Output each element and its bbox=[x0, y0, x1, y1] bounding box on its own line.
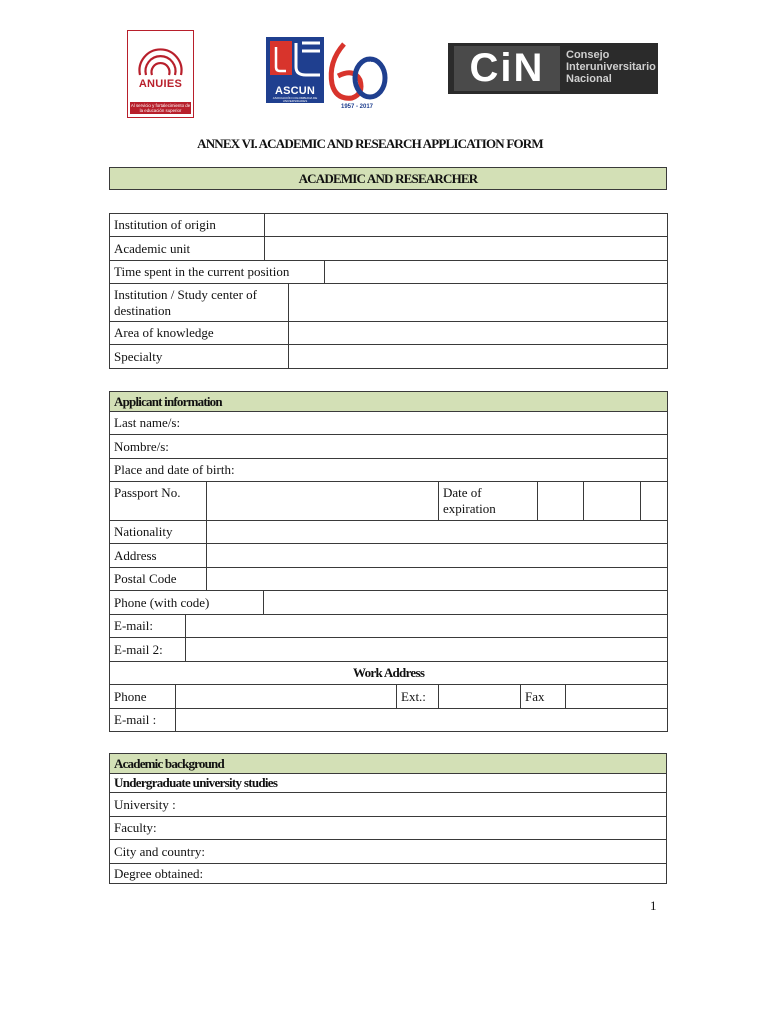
cin-line3: Nacional bbox=[566, 73, 612, 85]
phone-with-code-label: Phone (with code) bbox=[110, 591, 264, 615]
ascun-subtitle: ASOCIACIÓN COLOMBIANA DE UNIVERSIDADES bbox=[272, 96, 318, 103]
email2-label: E-mail 2: bbox=[110, 638, 186, 662]
academic-unit-field[interactable] bbox=[265, 237, 668, 261]
specialty-field[interactable] bbox=[289, 345, 668, 369]
work-email-label: E-mail : bbox=[110, 709, 176, 732]
degree-obtained-field[interactable]: Degree obtained: bbox=[110, 864, 667, 884]
institution-table bbox=[109, 213, 668, 369]
expiration-day-field[interactable] bbox=[538, 482, 584, 521]
postal-code-field[interactable] bbox=[207, 568, 668, 591]
ascun-emblem-icon bbox=[266, 37, 324, 85]
address-label: Address bbox=[110, 544, 207, 568]
institution-of-origin-field[interactable] bbox=[265, 214, 668, 237]
page-number: 1 bbox=[650, 898, 657, 913]
area-of-knowledge-label: Area of knowledge bbox=[110, 322, 289, 345]
fax-label: Fax bbox=[521, 685, 566, 709]
institution-of-origin-label: Institution of origin bbox=[110, 214, 265, 237]
destination-field[interactable] bbox=[289, 284, 668, 322]
academic-unit-label: Academic unit bbox=[110, 237, 265, 261]
anuies-tagline: Al servicio y fortalecimiento de la educación superior bbox=[130, 103, 191, 113]
passport-label: Passport No. bbox=[110, 482, 207, 521]
email2-field[interactable] bbox=[186, 638, 668, 662]
fax-field[interactable] bbox=[566, 685, 668, 709]
academic-background-table bbox=[109, 753, 667, 884]
undergrad-studies-header: Undergraduate university studies bbox=[110, 774, 667, 793]
ext-field[interactable] bbox=[439, 685, 521, 709]
academic-background-header: Academic background bbox=[110, 754, 667, 774]
area-of-knowledge-field[interactable] bbox=[289, 322, 668, 345]
nationality-label: Nationality bbox=[110, 521, 207, 544]
phone-with-code-field[interactable] bbox=[264, 591, 668, 615]
ascun-logo bbox=[266, 37, 324, 103]
address-field[interactable] bbox=[207, 544, 668, 568]
city-country-field[interactable]: City and country: bbox=[110, 840, 667, 864]
ascun-years: 1957 - 2017 bbox=[340, 104, 374, 110]
sixty-anniversary-icon bbox=[324, 40, 390, 104]
anuies-logo bbox=[127, 30, 194, 118]
faculty-field[interactable]: Faculty: bbox=[110, 817, 667, 840]
specialty-label: Specialty bbox=[110, 345, 289, 369]
last-name-field[interactable]: Last name/s: bbox=[110, 412, 668, 435]
ascun-name: ASCUN bbox=[274, 85, 316, 97]
work-address-header: Work Address bbox=[110, 662, 668, 685]
anos-label: AÑOS bbox=[362, 58, 378, 64]
expiration-month-field[interactable] bbox=[584, 482, 641, 521]
ext-label: Ext.: bbox=[397, 685, 439, 709]
cin-line1: Consejo bbox=[566, 49, 610, 61]
anuies-name: ANUIES bbox=[138, 78, 183, 90]
ascun-60-years-logo bbox=[324, 40, 390, 118]
date-expiration-label: Date of expiration bbox=[439, 482, 538, 521]
work-phone-label: Phone bbox=[110, 685, 176, 709]
logo-bar bbox=[0, 30, 768, 120]
nationality-field[interactable] bbox=[207, 521, 668, 544]
nombre-field[interactable]: Nombre/s: bbox=[110, 435, 668, 459]
applicant-information-header: Applicant information bbox=[110, 392, 668, 412]
cin-logo bbox=[448, 43, 658, 94]
section-band-academic-researcher: ACADEMIC AND RESEARCHER bbox=[109, 167, 667, 190]
passport-field[interactable] bbox=[207, 482, 439, 521]
place-date-birth-field[interactable]: Place and date of birth: bbox=[110, 459, 668, 482]
cin-line2: Interuniversitario bbox=[566, 61, 656, 73]
email-field[interactable] bbox=[186, 615, 668, 638]
work-email-field[interactable] bbox=[176, 709, 668, 732]
anuies-arcs-icon bbox=[128, 31, 193, 79]
expiration-year-field[interactable] bbox=[641, 482, 668, 521]
email-label: E-mail: bbox=[110, 615, 186, 638]
work-phone-field[interactable] bbox=[176, 685, 397, 709]
cin-mark: CiN bbox=[454, 46, 560, 91]
postal-code-label: Postal Code bbox=[110, 568, 207, 591]
page-title: ANNEX VI. ACADEMIC AND RESEARCH APPLICATION FORM bbox=[197, 136, 543, 151]
destination-label: Institution / Study center of destination bbox=[110, 284, 289, 322]
time-spent-label: Time spent in the current position bbox=[110, 261, 325, 284]
applicant-table bbox=[109, 391, 668, 732]
time-spent-field[interactable] bbox=[325, 261, 668, 284]
cin-words bbox=[566, 49, 658, 85]
university-field[interactable]: University : bbox=[110, 793, 667, 817]
